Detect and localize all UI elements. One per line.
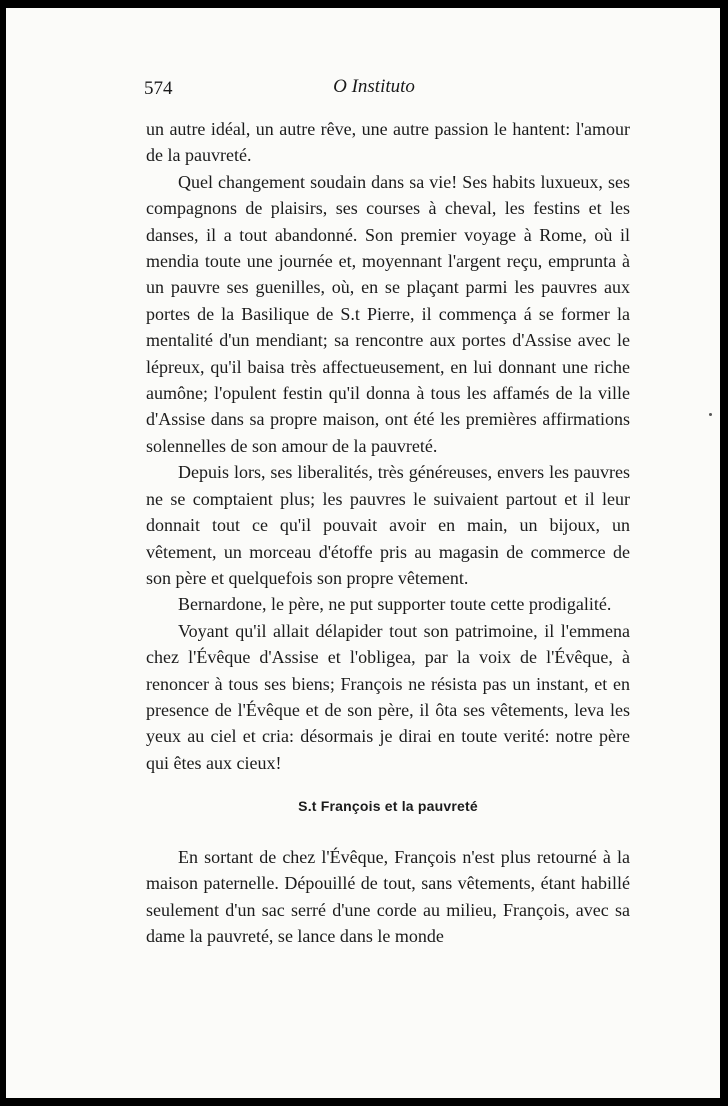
paragraph: Voyant qu'il allait délapider tout son patrimoine, il l'emmena chez l'Évêque d'Assise et l'obligea, par la voix de l'Évêque, à renoncer à tous ses biens; François ne résista pas un instant, et en presence de l'Évêque et de son père, il ôta ses vêtements, leva les yeux au ciel et cria: désormais je dirai en toute verité: notre père qui êtes aux cieux! <box>146 620 630 773</box>
paragraph: un autre idéal, un autre rêve, une autre passion le hantent: l'amour de la pauvreté. <box>146 119 630 166</box>
section-body <box>146 844 630 950</box>
body-text <box>146 116 630 776</box>
paragraph: Quel changement soudain dans sa vie! Ses habits luxueux, ses compagnons de plaisirs, ses courses à cheval, les festins et les danses, il a tout abandonné. Son premier voyage à Rome, où il mendia toute une journée et, moyennant l'argent reçu, emprunta à un pauvre ses guenilles, où, en se plaçant parmi les pauvres aux portes de la Basilique de S.t Pierre, il commença á se former la mentalité d'un mendiant; sa rencontre aux portes d'Assise avec le lépreux, qu'il baisa très affectueusement, en lui donnant une riche aumône; l'opulent festin qu'il donna à tous les affamés de la ville d'Assise dans sa propre maison, ont été les premières affirmations solennelles de son amour de la pauvreté. <box>146 171 630 456</box>
page-number: 574 <box>144 78 173 99</box>
section-heading: S.t François et la pauvreté <box>298 798 478 814</box>
page-header <box>6 74 720 104</box>
paper-speck <box>709 413 712 416</box>
paragraph: En sortant de chez l'Évêque, François n'est plus retourné à la maison paternelle. Dépouillé de tout, sans vêtements, étant habillé seulement d'un sac serré d'une corde au milieu, François, avec sa dame la pauvreté, se lance dans le monde <box>146 847 630 947</box>
book-page <box>6 8 720 1098</box>
paragraph: Bernardone, le père, ne put supporter toute cette prodigalité. <box>178 594 612 615</box>
running-title: O Instituto <box>333 76 415 97</box>
paragraph: Depuis lors, ses liberalités, très généreuses, envers les pauvres ne se comptaient plus; les pauvres le suivaient partout et il leur donnait tout ce qu'il pouvait avoir en main, un bijoux, un vêtement, un morceau d'étoffe pris au magasin de commerce de son père et quelquefois son propre vêtement. <box>146 462 630 588</box>
